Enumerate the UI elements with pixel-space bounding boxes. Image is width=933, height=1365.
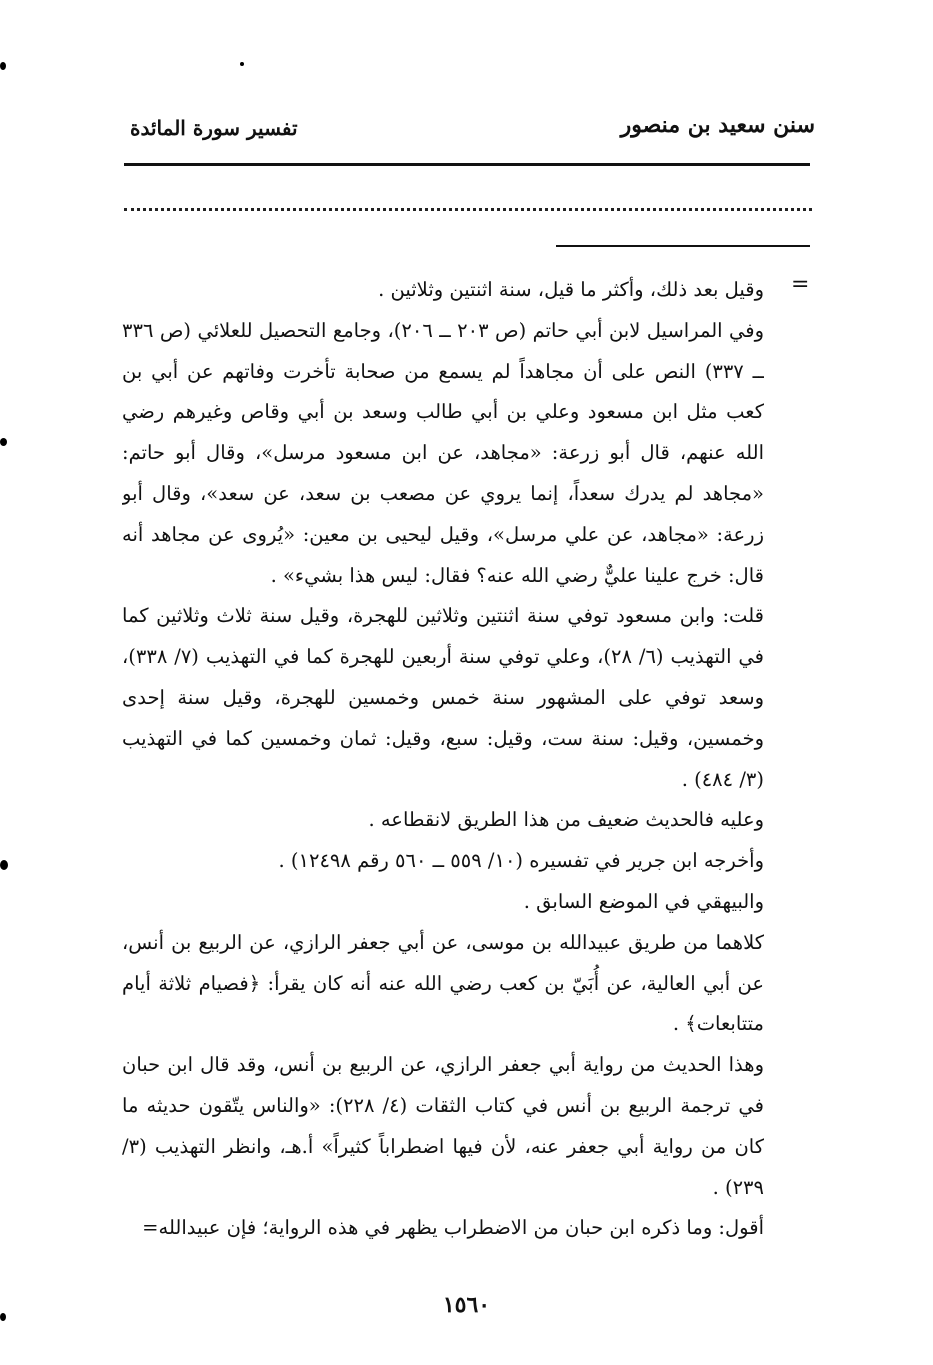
footnote-paragraph: وقيل بعد ذلك، وأكثر ما قيل، سنة اثنتين وثلاثين . [378, 278, 764, 301]
footnote-paragraph: وأخرجه ابن جرير في تفسيره (١٠/ ٥٥٩ ــ ٥٦٠ رقم ١٢٤٩٨) . [278, 849, 764, 873]
dotted-separator [124, 208, 812, 211]
header-rule [124, 163, 810, 166]
continuation-mark: = [791, 272, 810, 297]
page-number: ١٥٦٠ [442, 1292, 491, 1318]
running-header-book-title: سنن سعيد بن منصور [620, 112, 815, 138]
running-header-section-title: تفسير سورة المائدة [130, 116, 298, 140]
footnote-paragraph: قلت: وابن مسعود توفي سنة اثنتين وثلاثين للهجرة، وقيل سنة ثلاث وثلاثين كما في التهذيب (٦/ ٢٨)، وعلي توفي سنة أربعين للهجرة كما في التهذيب (٧/ ٣٣٨)، وسعد توفي على المشهور سنة خمس وخمسين للهجرة، وقيل سنة إحدى وخمسين، وقيل: سنة ست، وقيل: سبع، وقيل: ثمان وخمسين كما في التهذيب (٣/ ٤٨٤) . [122, 604, 764, 791]
scan-speck [0, 860, 8, 870]
scan-speck [0, 1313, 6, 1321]
scan-speck [0, 438, 7, 446]
footnote-paragraph: والبيهقي في الموضع السابق . [523, 889, 764, 913]
footnote-paragraph: كلاهما من طريق عبيدالله بن موسى، عن أبي جعفر الرازي، عن الربيع بن أنس، عن أبي العالية، عن أُبَيّ بن كعب رضي الله عنه أنه كان يقرأ: ﴿فصيام ثلاثة أيام متتابعات﴾ . [122, 930, 764, 1036]
scan-speck [240, 62, 244, 66]
scan-speck [0, 62, 6, 70]
footnote-body [122, 270, 764, 1274]
footnote-paragraph: وعليه فالحديث ضعيف من هذا الطريق لانقطاعه . [368, 808, 764, 832]
footnote-paragraph: وهذا الحديث من رواية أبي جعفر الرازي، عن الربيع بن أنس، وقد قال ابن حبان في ترجمة الربيع بن أنس في كتاب الثقات (٤/ ٢٢٨): «والناس يتّقون حديثه ما كان من رواية أبي جعفر عنه، لأن فيها اضطراباً كثيراً» أ.هـ، وانظر التهذيب (٣/ ٢٣٩) . [122, 1053, 764, 1199]
footnote-paragraph: وفي المراسيل لابن أبي حاتم (ص ٢٠٣ ــ ٢٠٦)، وجامع التحصيل للعلائي (ص ٣٣٦ ــ ٣٣٧) النص على أن مجاهداً لم يسمع من صحابة تأخرت وفاتهم عن أبي بن كعب مثل ابن مسعود وعلي بن أبي طالب وسعد بن أبي وقاص وغيرهم رضي الله عنهم، قال أبو زرعة: «مجاهد، عن ابن مسعود مرسل»، وقال أبو حاتم: «مجاهد لم يدرك سعداً، إنما يروي عن مصعب بن سعد، عن سعد»، وقال أبو زرعة: «مجاهد، عن علي مرسل»، وقيل ليحيى بن معين: «يُروى عن مجاهد أنه قال: خرج علينا عليٌّ رضي الله عنه؟ فقال: ليس هذا بشيء» . [122, 318, 764, 587]
footnote-rule [556, 245, 810, 247]
footnote-paragraph: أقول: وما ذكره ابن حبان من الاضطراب يظهر في هذه الرواية؛ فإن عبيدالله= [142, 1216, 764, 1240]
